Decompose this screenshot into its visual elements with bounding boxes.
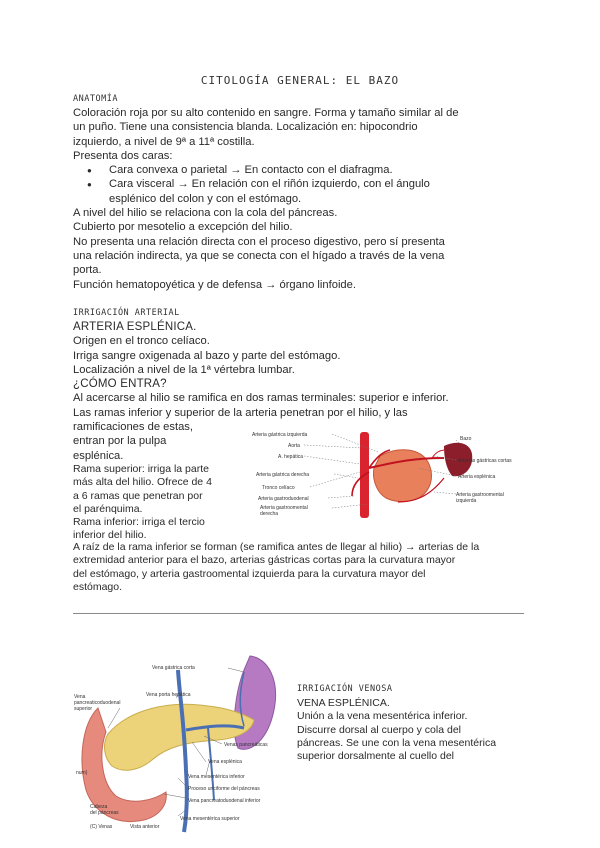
- text-line: Irriga sangre oxigenada al bazo y parte del estómago.: [73, 349, 341, 362]
- label-gastroomental-left-2: izquierda: [456, 498, 477, 504]
- text-line: Presenta dos caras:: [73, 149, 173, 162]
- question-heading: ¿CÓMO ENTRA?: [73, 378, 167, 391]
- stomach-shape: [374, 450, 432, 502]
- label-superior-mesenteric-vein: Vena mesentérica superior: [180, 816, 240, 822]
- text-line: esplénico del colon y con el estómago.: [109, 192, 302, 205]
- text-line: entran por la pulpa: [73, 435, 167, 448]
- anatomia-text: [73, 106, 531, 292]
- label-right-gastric: Arteria gástrica derecha: [256, 472, 310, 478]
- text-line: izquierdo, a nivel de 9ª a 11ª costilla.: [73, 135, 255, 148]
- text-line: A raíz de la rama inferior se forman (se ramifica antes de llegar al hilio) → arterias de la: [73, 541, 480, 553]
- label-pancreatic-veins: Venas pancreáticas: [224, 742, 268, 748]
- label-vena: Vena: [74, 694, 86, 700]
- label-gastroomental-right-2: derecha: [260, 511, 279, 517]
- section-divider: [73, 613, 524, 614]
- label-superior: superior: [74, 706, 93, 712]
- label-gastroduodenal: Arteria gastroduodenal: [258, 496, 309, 502]
- text-line: páncreas. Se une con la vena mesentérica: [297, 736, 497, 749]
- label-left-gastric: Arteria gástrica izquierda: [252, 432, 308, 438]
- text-line: un puño. Tiene una consistencia blanda. Localización en: hipocondrio: [73, 121, 418, 134]
- label-inferior-pancreatoduodenal: Vena pancreatoduodenal inferior: [188, 798, 261, 804]
- label-celiac-trunk: Tronco celíaco: [262, 485, 295, 491]
- label-splenic-vein: Vena esplénica: [208, 759, 242, 765]
- label-uncinate-process: Proceso unciforme del páncreas: [188, 786, 260, 792]
- label-veins-caption: (C) Venas: [90, 824, 113, 830]
- text-line: esplénica.: [73, 449, 124, 462]
- short-gastric-artery-shape: [432, 450, 446, 458]
- text-line: Al acercarse al hilio se ramifica en dos ramas terminales: superior e inferior.: [73, 392, 449, 405]
- text-line: más alta del hilio. Ofrece de 4: [73, 476, 212, 489]
- subheading: ARTERIA ESPLÉNICA.: [73, 321, 197, 333]
- label-short-gastric-vein: Vena gástrica corta: [152, 665, 195, 671]
- text-line: una relación indirecta, ya que se conecta con el hígado a través de la vena: [73, 249, 445, 262]
- text-line: del estómago, y arteria gastroomental izquierda para la curvatura mayor del: [73, 567, 426, 580]
- text-line: el parénquima.: [73, 502, 143, 515]
- text-line: a 6 ramas que penetran por: [73, 489, 203, 502]
- label-splenic-artery: Arteria esplénica: [458, 474, 496, 480]
- arterial-final-text: [73, 541, 533, 594]
- page-title: CITOLOGÍA GENERAL: EL BAZO: [200, 74, 400, 87]
- label-pancreaticoduodenal: pancreaticoduodenal: [74, 700, 121, 706]
- text-line: No presenta una relación directa con el proceso digestivo, pero sí presenta: [73, 235, 445, 248]
- text-line: ramificaciones de estas,: [73, 421, 194, 434]
- label-spleen: Bazo: [460, 436, 472, 442]
- text-line: Localización a nivel de la 1ª vértebra lumbar.: [73, 363, 295, 376]
- text-line: Función hematopoyética y de defensa → órgano linfoide.: [73, 278, 356, 291]
- bullet-item: ● Cara convexa o parietal → En contacto con el diafragma.: [73, 163, 531, 177]
- label-duodenum-fragment: num): [76, 770, 88, 776]
- label-short-gastric: Arterias gástricas cortas: [458, 458, 512, 464]
- text-line: Origen en el tronco celíaco.: [73, 335, 210, 348]
- label-inferior-mesenteric-vein: Vena mesentérica inferior: [188, 774, 245, 780]
- text-line: extremidad anterior para el bazo, arterias gástricas cortas para la curvatura mayor: [73, 554, 456, 567]
- rama-text: [73, 463, 233, 543]
- arterial-diagram: [248, 428, 538, 520]
- text-line: Rama superior: irriga la parte: [73, 463, 209, 475]
- label-portal-vein: Vena porta hepática: [146, 692, 191, 698]
- label-aorta: Aorta: [288, 443, 300, 449]
- text-line: Cubierto por mesotelio a excepción del hilio.: [73, 221, 293, 234]
- subheading: VENA ESPLÉNICA.: [297, 697, 390, 709]
- section-heading-arterial: IRRIGACIÓN ARTERIAL: [73, 308, 180, 318]
- label-gastroomental-left: Arteria gastroomental: [456, 492, 504, 498]
- text-line: Rama inferior: irriga el tercio: [73, 516, 205, 529]
- text-line: estómago.: [73, 580, 123, 593]
- text-line: Discurre dorsal al cuerpo y cola del: [297, 723, 461, 736]
- bullet-item: ● Cara visceral → En relación con el riñón izquierdo, con el ángulo: [73, 177, 531, 191]
- venous-diagram: [68, 650, 290, 834]
- label-hepatic: A. hepática: [278, 454, 304, 460]
- text-line: inferior del hilio.: [73, 529, 147, 542]
- label-anterior-view: Vista anterior: [130, 824, 160, 830]
- text-line: Coloración roja por su alto contenido en sangre. Forma y tamaño similar al de: [73, 107, 459, 119]
- label-gastroomental-right: Arteria gastroomental: [260, 505, 308, 511]
- text-line: Las ramas inferior y superior de la arteria penetran por el hilio, y las: [73, 406, 408, 419]
- label-of-pancreas: del páncreas: [90, 810, 119, 816]
- text-line: porta.: [73, 264, 102, 277]
- section-heading-venosa: IRRIGACIÓN VENOSA: [297, 684, 393, 694]
- text-line: superior dorsalmente al cuello del: [297, 750, 455, 763]
- venosa-text: [297, 697, 527, 763]
- section-heading-anatomia: ANATOMÍA: [73, 94, 118, 104]
- text-line: Unión a la vena mesentérica inferior.: [297, 710, 468, 723]
- label-head: Cabeza: [90, 804, 108, 810]
- text-line: A nivel del hilio se relaciona con la cola del páncreas.: [73, 207, 338, 220]
